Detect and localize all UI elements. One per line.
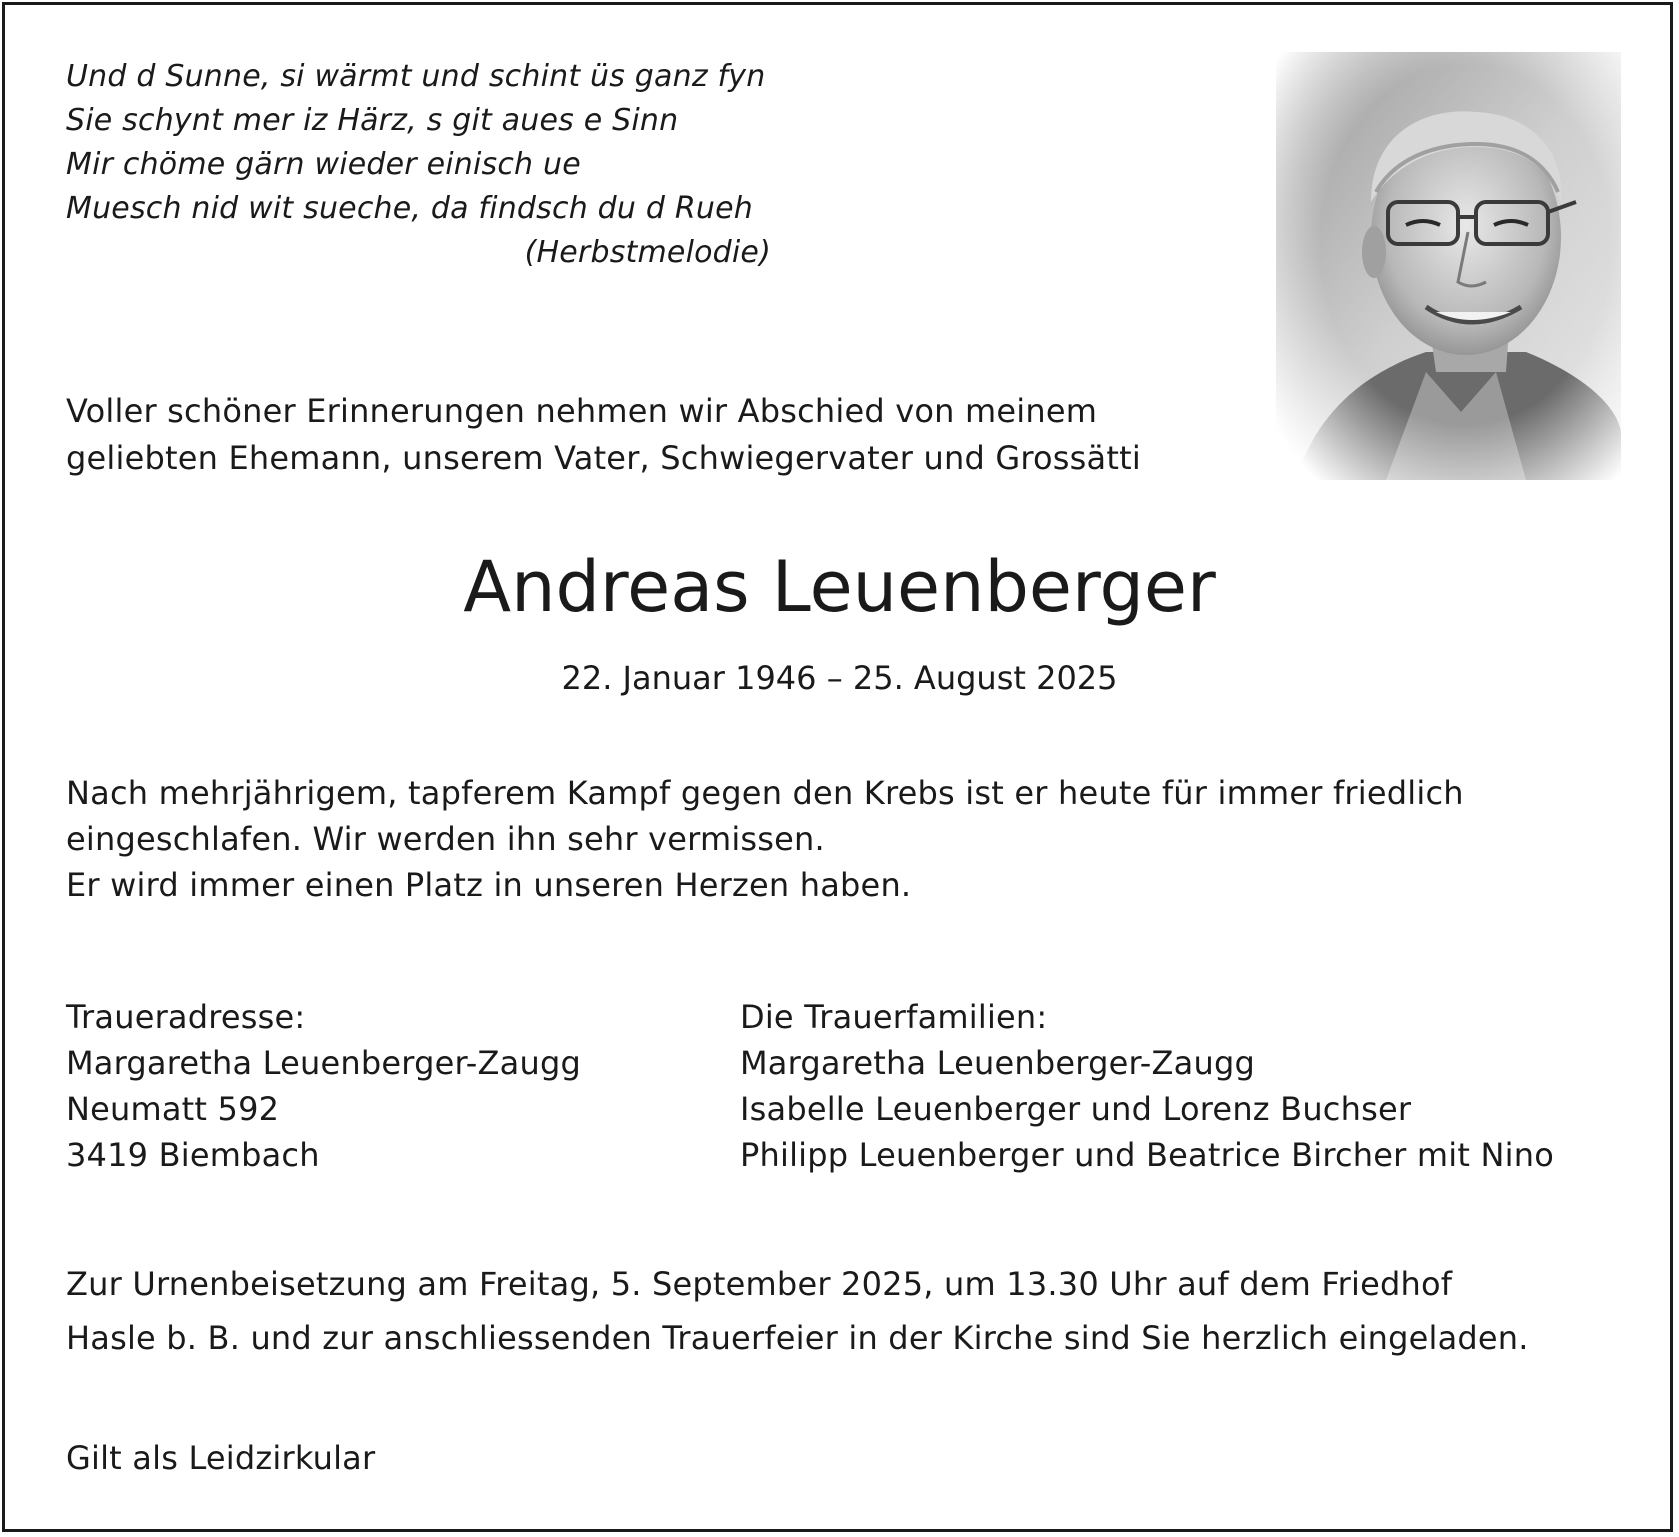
family-line: Isabelle Leuenberger und Lorenz Buchser (740, 1090, 1412, 1128)
poem-line: Mir chöme gärn wieder einisch ue (66, 147, 581, 182)
address-line: Neumatt 592 (66, 1090, 280, 1128)
address-line: 3419 Biembach (66, 1136, 320, 1174)
portrait-photo (1276, 52, 1621, 480)
address-line: Traueradresse: (66, 998, 306, 1036)
deceased-name (0, 542, 1679, 632)
poem-line: Sie schynt mer iz Härz, s git aues e Sinn (66, 103, 679, 138)
life-dates: 22. Januar 1946 – 25. August 2025 (561, 659, 1118, 697)
footer-note: Gilt als Leidzirkular (66, 1439, 376, 1477)
ceremony-line: Zur Urnenbeisetzung am Freitag, 5. September 2025, um 13.30 Uhr auf dem Friedhof (66, 1265, 1453, 1303)
message-text (66, 770, 1626, 908)
family-line: Margaretha Leuenberger-Zaugg (740, 1044, 1255, 1082)
ceremony-line: Hasle b. B. und zur anschliessenden Trauerfeier in der Kirche sind Sie herzlich eingeladen. (66, 1319, 1529, 1357)
poem (66, 55, 786, 275)
poem-line: Muesch nid wit sueche, da findsch du d Rueh (66, 191, 753, 226)
poem-line: Und d Sunne, si wärmt und schint üs ganz fyn (66, 59, 766, 94)
ceremony-info (66, 1257, 1626, 1365)
intro-line: geliebten Ehemann, unserem Vater, Schwiegervater und Grossätti (66, 439, 1141, 477)
mourning-address (66, 994, 686, 1178)
mourning-families (740, 994, 1640, 1178)
message-line: Er wird immer einen Platz in unseren Herzen haben. (66, 866, 912, 904)
family-line: Die Trauerfamilien: (740, 998, 1048, 1036)
poem-source: (Herbstmelodie) (524, 235, 771, 270)
message-line: Nach mehrjährigem, tapferem Kampf gegen den Krebs ist er heute für immer friedlich (66, 774, 1464, 812)
family-line: Philipp Leuenberger und Beatrice Bircher mit Nino (740, 1136, 1554, 1174)
intro-text (66, 388, 1216, 482)
message-line: eingeschlafen. Wir werden ihn sehr vermissen. (66, 820, 825, 858)
address-line: Margaretha Leuenberger-Zaugg (66, 1044, 581, 1082)
deceased-name-text: Andreas Leuenberger (463, 546, 1216, 628)
intro-line: Voller schöner Erinnerungen nehmen wir Abschied von meinem (66, 392, 1098, 430)
